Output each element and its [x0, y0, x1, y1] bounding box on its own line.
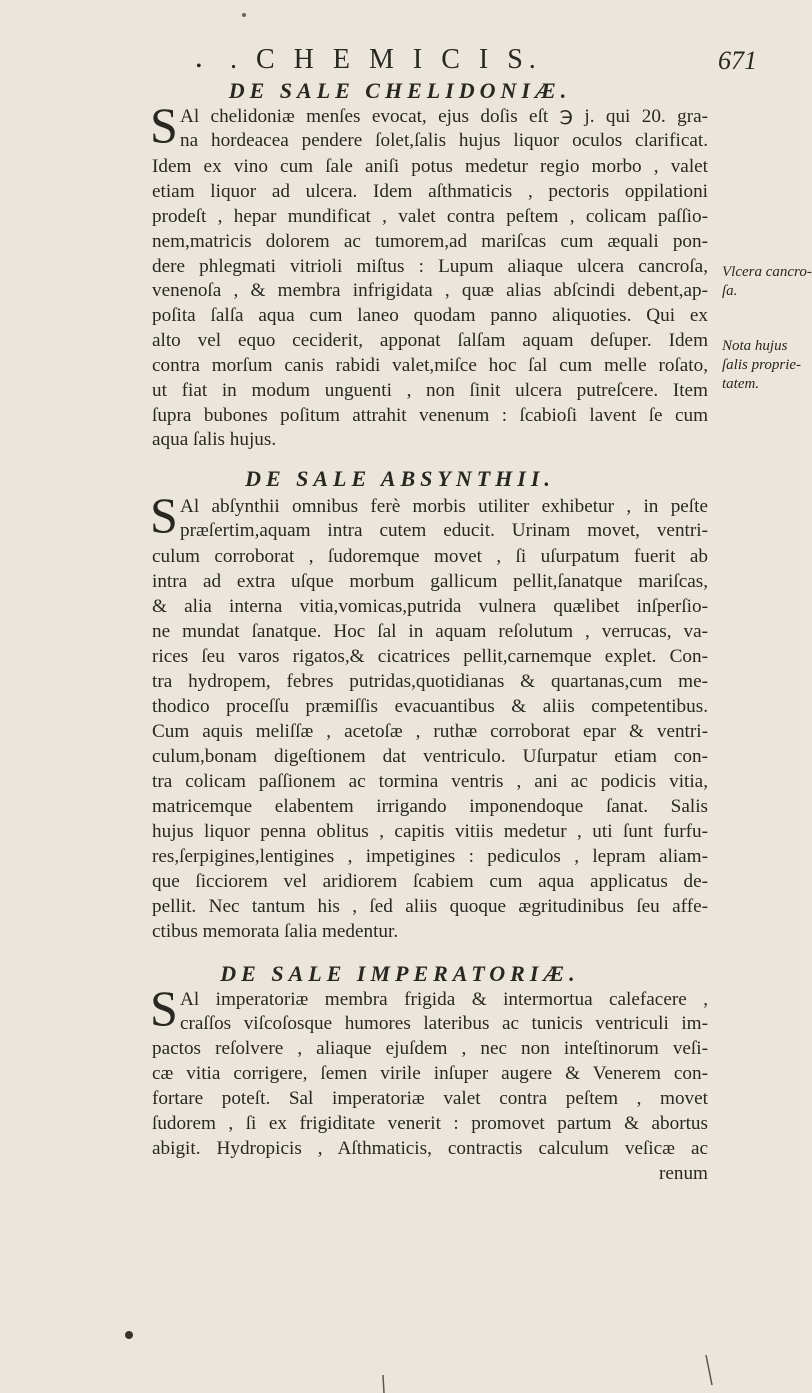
- text-line: aqua ſalis hujus.: [152, 429, 277, 450]
- text-line: nem,matricis dolorem ac tumorem,ad mariſcas cum æquali pon-: [152, 231, 708, 252]
- text-line: præſertim,aquam intra cutem educit. Urinam movet, ventri-: [180, 520, 708, 541]
- text-line: Al chelidoniæ menſes evocat, ejus doſis eſt ℈ j. qui 20. gra-: [180, 106, 708, 127]
- text-line: culum corroborat , ſudoremque movet , ſi uſurpatum fuerit ab: [152, 546, 708, 567]
- text-line: ne mundat ſanatque. Hoc ſal in aquam reſolutum , verrucas, va-: [152, 621, 708, 642]
- text-line: thodico proceſſu præmiſſis evacuantibus & aliis competentibus.: [152, 696, 708, 717]
- text-line: pellit. Nec tantum his , ſed aliis quoque ægritudinibus ſeu affe-: [152, 896, 708, 917]
- text-line: ſupra bubones poſitum attrahit venenum : ſcabioſi lavent ſe cum: [152, 405, 708, 426]
- section-title-chelidoniae: DE SALE CHELIDONIÆ.: [228, 78, 572, 103]
- section-title-absynthii: DE SALE ABSYNTHII.: [245, 466, 555, 491]
- text-line: res,ſerpigines,lentigines , impetigines : pediculos , lepram aliam-: [152, 846, 708, 867]
- page-number: 671: [718, 46, 757, 75]
- text-line: que ſicciorem vel aridiorem ſcabiem cum aqua applicatus de-: [152, 871, 708, 892]
- ink-speck: [242, 13, 246, 17]
- text-line: prodeſt , hepar mundificat , valet contra peſtem , colicam paſſio-: [152, 206, 708, 227]
- margin-note: tatem.: [722, 376, 760, 392]
- text-line: Idem ex vino cum ſale aniſi potus medetur regio morbo , valet: [152, 156, 708, 177]
- margin-note: Vlcera cancro-: [722, 264, 812, 280]
- ornament-dot: •: [196, 58, 202, 75]
- text-line: ſudorem , ſi ex frigiditate venerit : promovet partum & abortus: [152, 1113, 708, 1134]
- text-line: cæ vitia corrigere, ſemen virile inſuper augere & Venerem con-: [152, 1063, 708, 1084]
- text-line: ut fiat in modum unguenti , non ſinit ulcera putreſcere. Item: [152, 380, 708, 401]
- text-line: pactos reſolvere , aliaque ejuſdem , nec non inteſtinorum veſi-: [152, 1038, 708, 1059]
- dropcap-chelidoniae: S: [150, 97, 178, 153]
- section-title-imperatoriae: DE SALE IMPERATORIÆ.: [220, 961, 580, 986]
- text-line: rices ſeu varos rigatos,& cicatrices pellit,carnemque explet. Con-: [152, 646, 708, 667]
- text-line: venenoſa , & membra infrigidata , quæ alias abſcindi debent,ap-: [152, 280, 708, 301]
- text-line: tra hydropem, febres putridas,quotidianas & quartanas,cum me-: [152, 671, 708, 692]
- text-line: craſſos viſcoſosque humores lateribus ac tunicis ventriculi im-: [180, 1013, 708, 1034]
- paper-mark: [706, 1355, 712, 1385]
- text-line: culum,bonam digeſtionem dat ventriculo. Uſurpatur etiam con-: [152, 746, 708, 767]
- catchword: renum: [658, 1163, 708, 1184]
- margin-note: ſalis proprie-: [722, 357, 802, 373]
- text-line: ctibus memorata ſalia medentur.: [152, 921, 399, 942]
- dropcap-imperatoriae: S: [150, 980, 178, 1036]
- text-line: alto vel equo ceciderit, apponat ſalſam aquam deſuper. Idem: [152, 330, 708, 351]
- text-line: na hordeacea pendere ſolet,ſalis hujus liquor oculos clarificat.: [180, 130, 708, 151]
- text-line: Cum aquis meliſſæ , acetoſæ , ruthæ corroborat epar & ventri-: [152, 721, 708, 742]
- text-line: dere phlegmati vitrioli miſtus : Lupum aliaque ulcera cancroſa,: [152, 256, 708, 277]
- text-line: Al abſynthii omnibus ferè morbis utiliter exhibetur , in peſte: [180, 496, 708, 517]
- text-line: Al imperatoriæ membra frigida & intermortua calefacere ,: [180, 989, 708, 1010]
- ink-speck: [125, 1331, 133, 1339]
- text-line: abigit. Hydropicis , Aſthmaticis, contractis calculum veſicæ ac: [152, 1138, 708, 1159]
- running-title: . C H E M I C I S.: [230, 44, 542, 75]
- text-line: matricemque elabentem irrigando imponendoque ſanat. Salis: [152, 796, 708, 817]
- margin-note: Nota hujus: [722, 338, 788, 354]
- text-line: & alia interna vitia,vomicas,putrida vulnera quælibet inſperſio-: [152, 596, 708, 617]
- dropcap-absynthii: S: [150, 487, 178, 543]
- paper-mark: [383, 1375, 384, 1393]
- text-line: hujus liquor penna oblitus , capitis vitiis medetur , uti ſunt furfu-: [152, 821, 708, 842]
- text-line: etiam liquor ad ulcera. Idem aſthmaticis , pectoris oppilationi: [152, 181, 708, 202]
- margin-note: ſa.: [722, 283, 738, 299]
- text-line: intra ad extra uſque morbum gallicum pellit,ſanatque mariſcas,: [152, 571, 708, 592]
- text-line: contra morſum canis rabidi valet,miſce hoc ſal cum melle roſato,: [152, 355, 708, 376]
- text-line: tra colicam paſſionem ac tormina ventris , ani ac podicis vitia,: [152, 771, 708, 792]
- text-line: fortare poteſt. Sal imperatoriæ valet contra peſtem , movet: [152, 1088, 708, 1109]
- text-line: poſita ſalſa aqua cum laneo quodam panno aliquoties. Qui ex: [152, 305, 708, 326]
